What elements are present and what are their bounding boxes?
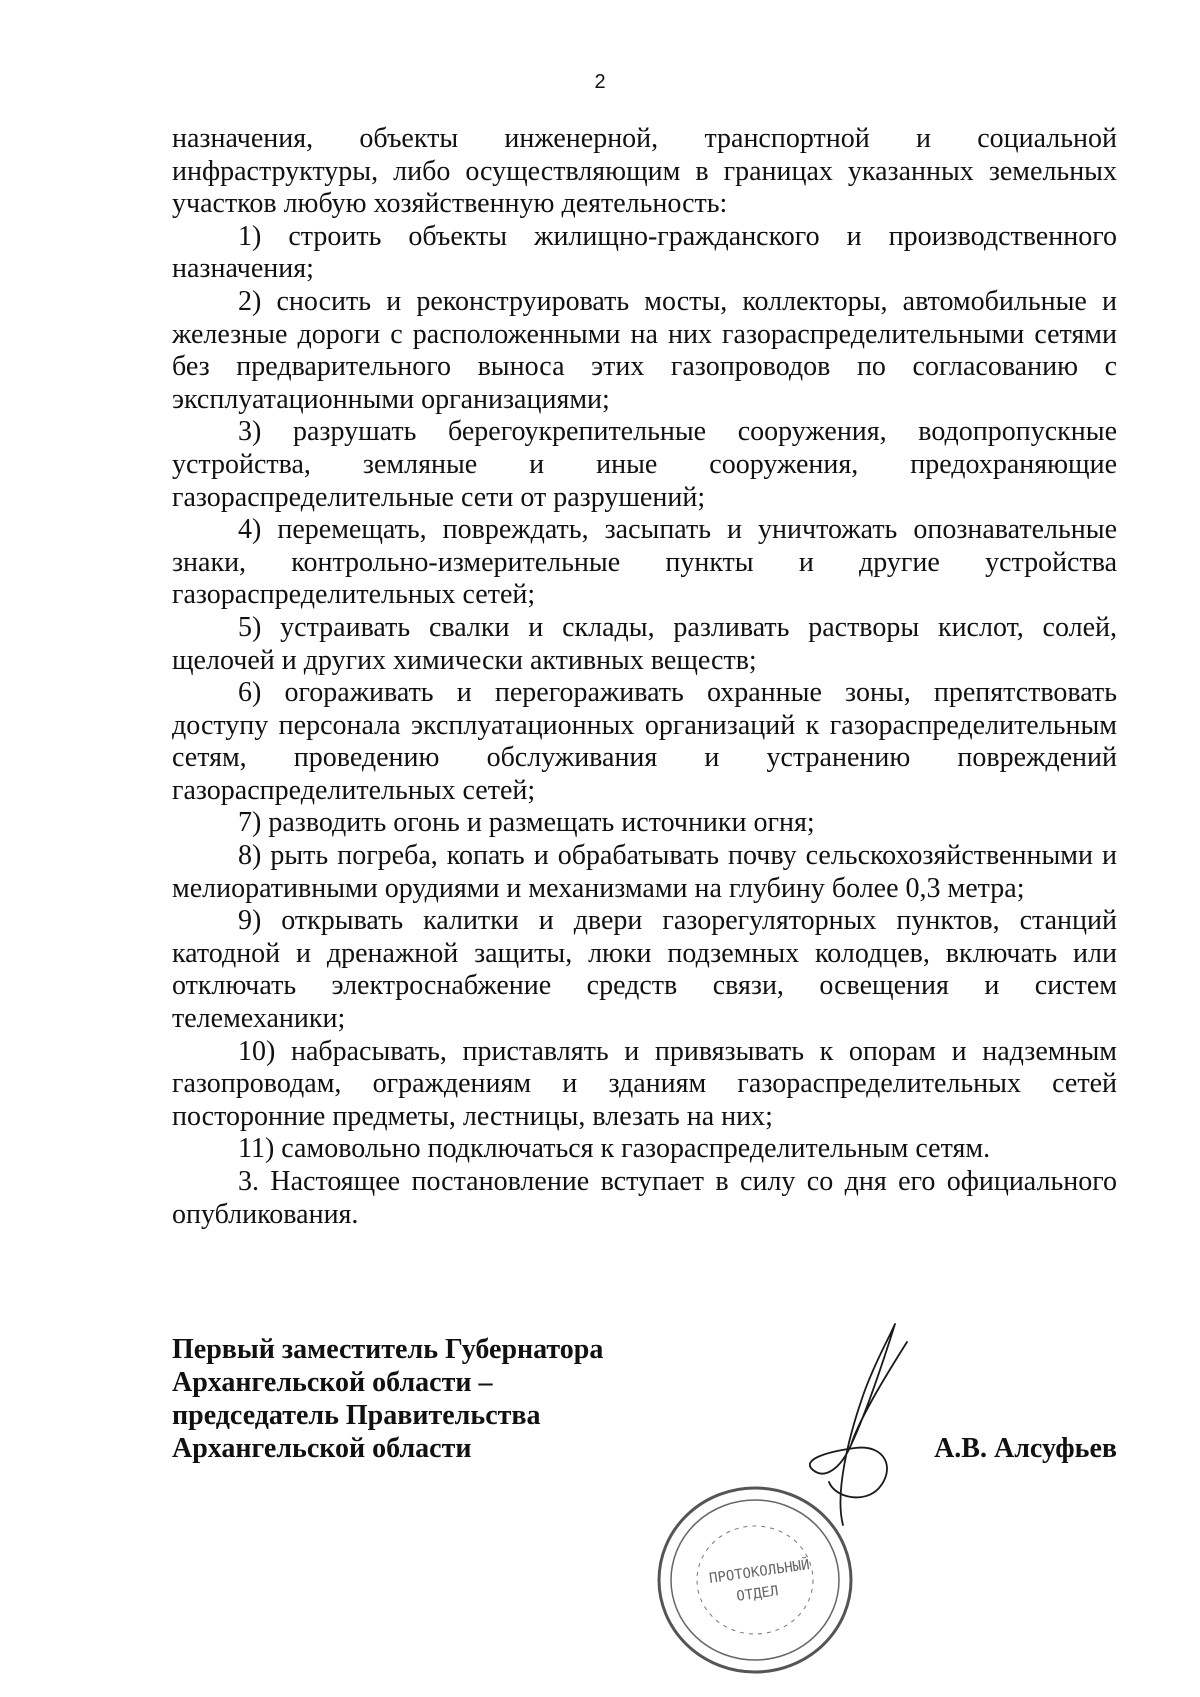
stamp-text: ОТДЕЛ [735,1583,780,1605]
signatory-name: А.В. Алсуфьев [934,1433,1117,1464]
paragraph-continuation: назначения, объекты инженерной, транспортной и социальной инфраструктуры, либо осуществляющим в границах указанных земельных участков любую хозяйственную деятельность: [172,123,1117,220]
list-item-4: 4) перемещать, повреждать, засыпать и уничтожать опознавательные знаки, контрольно-измерительные пункты и другие устройства газораспределительных сетей; [172,514,1117,611]
signatory-title [172,1333,732,1465]
list-item-2: 2) сносить и реконструировать мосты, коллекторы, автомобильные и железные дороги с расположенными на них газораспределительными сетями без предварительного выноса этих газопроводов по согласованию с эксплуатационными организациями; [172,285,1117,415]
document-body [172,123,1117,1231]
signatory-title-line: Архангельской области [172,1433,472,1464]
list-item-5: 5) устраивать свалки и склады, разливать растворы кислот, солей, щелочей и других химически активных веществ; [172,611,1117,676]
list-item-9: 9) открывать калитки и двери газорегуляторных пунктов, станций катодной и дренажной защиты, люки подземных колодцев, включать или отключать электроснабжение средств связи, освещения и систем телемеханики; [172,905,1117,1035]
page-number: 2 [594,71,606,93]
signatory-title-line: Архангельской области – [172,1367,493,1398]
clause-3: 3. Настоящее постановление вступает в силу со дня его официального опубликования. [172,1166,1117,1230]
list-item-8: 8) рыть погреба, копать и обрабатывать почву сельскохозяйственными и мелиоративными орудиями и механизмами на глубину более 0,3 метра; [172,840,1117,904]
signatory-title-line: Первый заместитель Губернатора [172,1334,604,1365]
list-item-7: 7) разводить огонь и размещать источники огня; [238,807,815,839]
signatory-title-line: председатель Правительства [172,1400,541,1431]
list-item-6: 6) огораживать и перегораживать охранные зоны, препятствовать доступу персонала эксплуатационных организаций к газораспределительным сетям, проведению обслуживания и устранению повреждений газораспределительных сетей; [172,677,1117,806]
stamp-text: ПРОТОКОЛЬНЫЙ [708,1557,811,1588]
list-item-1: 1) строить объекты жилищно-гражданского и производственного назначения; [172,220,1117,285]
stamp-icon [650,1480,860,1680]
list-item-10: 10) набрасывать, приставлять и привязывать к опорам и надземным газопроводам, ограждениям и зданиям газораспределительных сетей посторонние предметы, лестницы, влезать на них; [172,1035,1117,1132]
list-item-11: 11) самовольно подключаться к газораспределительным сетям. [238,1133,991,1165]
list-item-3: 3) разрушать берегоукрепительные сооружения, водопропускные устройства, земляные и иные сооружения, предохраняющие газораспределительные сети от разрушений; [172,416,1117,513]
